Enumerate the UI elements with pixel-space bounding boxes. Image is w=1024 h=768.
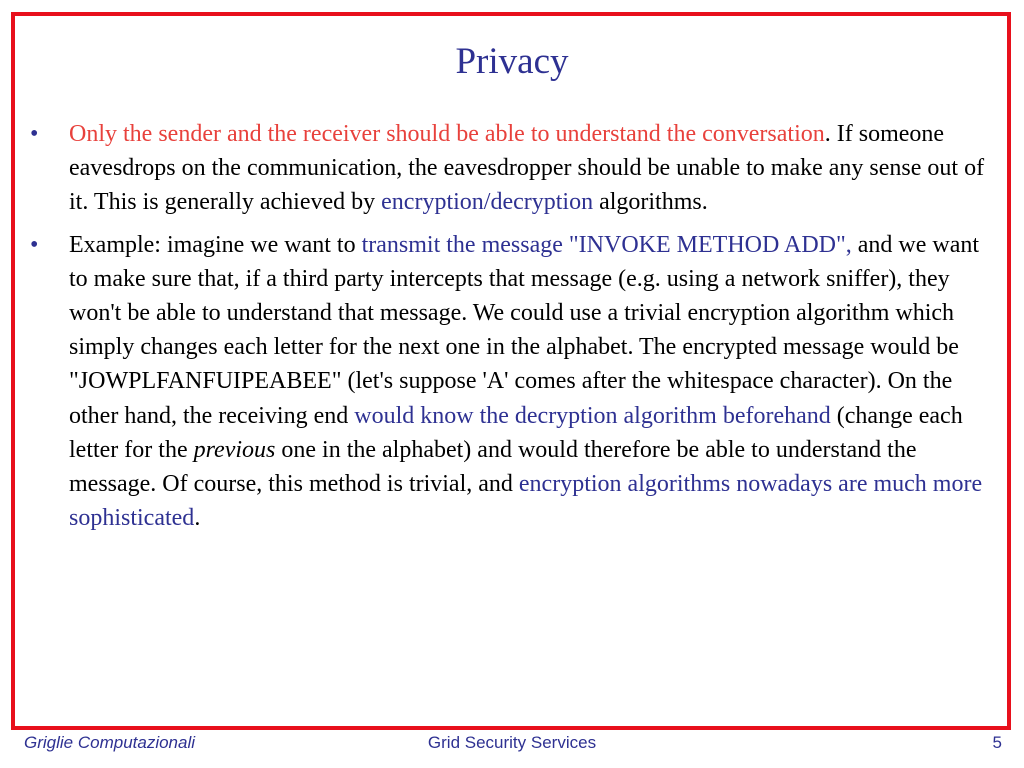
bullet-item-privacy-definition <box>30 117 996 220</box>
footer-topic: Grid Security Services <box>427 733 597 752</box>
footer-page-number: 5 <box>992 733 1002 752</box>
slide-title: Privacy <box>455 41 569 82</box>
highlight-blue-text: would know the decryption algorithm beforehand <box>354 402 831 429</box>
highlight-blue-text: transmit the message "INVOKE METHOD ADD", <box>361 231 852 258</box>
body-text: one in the alphabet) and would therefore be able to understand the message. Of course, this method is trivial, and <box>69 436 917 498</box>
bullet-marker: • <box>30 121 39 147</box>
body-text: Example: imagine we want to <box>69 231 362 258</box>
body-text: and we want to make sure that, if a third party intercepts that message (e.g. using a network sniffer), they won't be able to understand that message. We could use a trivial encryption algorithm which simply changes each letter for the next one in the alphabet. The encrypted message would be "JOWPLFANFUIPEABEE" (let's suppose 'A' comes after the whitespace character). On the other hand, the receiving end <box>69 231 980 429</box>
bullet-list <box>30 117 996 543</box>
body-text: (change each letter for the <box>69 402 963 463</box>
highlight-blue-text: encryption algorithms nowadays are much more sophisticated <box>69 471 983 532</box>
emphasis-text: previous <box>193 436 276 463</box>
footer-course-name: Griglie Computazionali <box>24 733 196 752</box>
highlight-blue-text: encryption/decryption <box>381 189 594 216</box>
body-text: algorithms. <box>593 189 708 216</box>
body-text: . If someone eavesdrops on the communication, the eavesdropper should be unable to make any sense out of it. This is generally achieved by <box>69 121 985 216</box>
bullet-marker: • <box>30 231 39 258</box>
body-text: . <box>194 505 201 532</box>
bullet-item-example <box>30 228 996 536</box>
highlight-red-text: Only the sender and the receiver should be able to understand the conversation <box>69 121 825 147</box>
